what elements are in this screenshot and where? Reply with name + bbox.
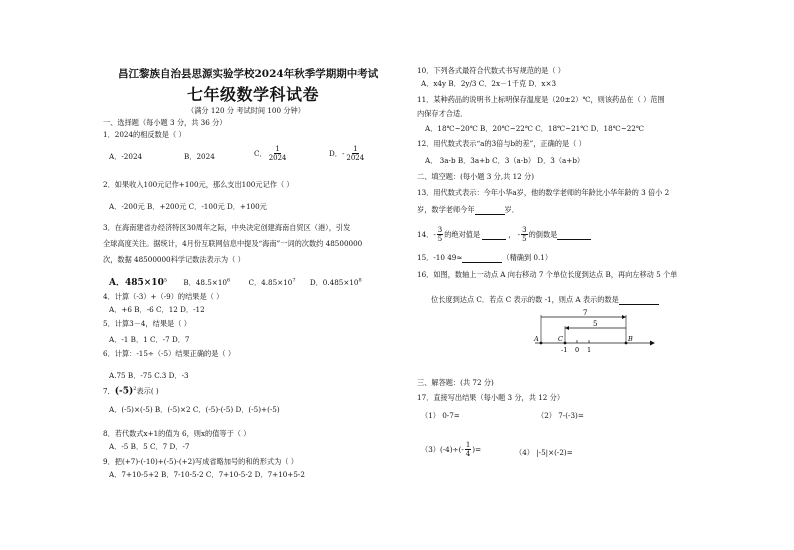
q12-options: A． 3a-b B．3a+b C．3（a-b） D．3（a+b） (425, 156, 585, 165)
q17-part2: （2） 7-(-3)= (537, 411, 584, 420)
q17-stem: 17．直接写出结果（每小题 3 分，共 12 分） (417, 393, 565, 402)
label-a: A (534, 335, 539, 343)
q4-options: A．+6 B．-6 C．12 D．-12 (109, 305, 205, 314)
q11-line1: 11．某种药品的说明书上标明保存温度是（20±2）℃，则该药品在（ ）范围 (417, 95, 665, 104)
q3-line1: 3．在海南建省办经济特区30周年之际，中央决定创建海南自贸区（港），引发 (103, 223, 351, 232)
q1-option-a: A．-2024 (109, 152, 143, 161)
label-b: B (628, 335, 633, 343)
q5-options: A．-1 B．1 C．-7 D．7 (109, 335, 190, 344)
point-b (625, 342, 628, 345)
q1-option-b: B．2024 (184, 152, 215, 161)
q9-options: A．7+10-5+2 B．7-10-5-2 C．7+10-5-2 D．7+10+5-2 (109, 470, 305, 479)
q3-options: A．$485\times 10^5$ B．$48.5\times 10^6$ C．$4.85\times 10^7$ D．$0.485\times 10^8$ (109, 277, 362, 288)
q12-stem: 12．用代数式表示“a的3倍与b的差”，正确的是（ ） (417, 139, 586, 148)
exam-note: （满分 120 分 考试时间 100 分钟） (187, 106, 305, 115)
q2-options: A．-200元 B．+200元 C．-100元 D．+100元 (109, 202, 267, 211)
q7-stem: 7．$(-5)^2$表示( ) (103, 386, 159, 397)
q11-options: A．18℃~20℃ B．20℃~22℃ C．18℃~21℃ D．18℃~22℃ (425, 124, 644, 133)
q9-stem: 9．把(+7)-(-10)+(-5)-(+2)写成省略加号的和的形式为（ ） (103, 457, 298, 466)
label-7: 7 (583, 309, 588, 317)
exam-subtitle: 七年级数学科试卷 (187, 85, 320, 104)
q6-stem: 6．计算：-15÷（-5）结果正确的是（ ） (103, 349, 236, 358)
q5-stem: 5．计算3－4，结果是（ ） (103, 319, 191, 328)
q6-options: A.75 B．-75 C.3 D．-3 (109, 371, 189, 380)
q4-stem: 4．计算（-3）+（-9）的结果是（ ） (103, 292, 224, 301)
section-heading: 一、选择题（每小题 3 分，共 36 分） (103, 118, 227, 127)
q1-option-d: D．- $\frac{1}{2024}$ (329, 145, 365, 162)
exam-title: 昌江黎族自治县思源实验学校2024年秋季学期期中考试 (118, 68, 379, 80)
q7-options: A．(-5)×(-5) B．(-5)×2 C．(-5)-(-5) D．(-5)+(-5) (109, 405, 280, 414)
q3-line3: 次，数据 48500000科学记数法表示为（ ） (103, 255, 245, 264)
label-c: C (558, 335, 563, 343)
arrow-5-icon (565, 326, 569, 330)
label-1: 1 (587, 346, 592, 354)
q14: 14．- $\frac{3}{5}$ 的绝对值是 ， - $\frac{3}{5}$ 的倒数是 (417, 226, 591, 243)
label-5: 5 (593, 320, 598, 328)
q10-options: A．x4y B．2y/3 C．2x－1千克 D．x×3 (421, 79, 557, 88)
q10-stem: 10．下列各式最符合代数式书写规范的是（ ） (417, 66, 565, 75)
q17-part1: （1） 0-7= (421, 411, 460, 420)
q1-stem: 1．2024的相反数是（ ） (103, 130, 186, 139)
axis-arrow-icon (650, 341, 655, 346)
q15: 15．-10 49≈ （精确到 0.1） (417, 253, 553, 262)
q17-part3: （3）(-4)÷(- $\frac{1}{4}$ )= (421, 441, 482, 458)
q16-line1: 16．如图，数轴上一动点 A 向右移动 7 个单位长度到达点 B，再向左移动 5 个单 (417, 270, 678, 279)
label-neg1: -1 (561, 346, 568, 354)
q16-line2: 位长度到达点 C．若点 C 表示的数 -1，则点 A 表示的数是 (431, 295, 659, 305)
section-heading: 二、填空题：(每小题 3 分,共 12 分) (417, 172, 535, 181)
q17-part4: （4） |-5|×(-2)= (515, 448, 573, 457)
point-a (540, 342, 543, 345)
q13-line2: 岁，数学老师今年 岁． (417, 205, 519, 214)
point-c (564, 342, 567, 345)
section-heading: 三、解答题：(共 72 分) (417, 378, 494, 387)
number-line-figure (520, 308, 660, 356)
q8-options: A．-5 B．5 C．7 D．-7 (109, 442, 190, 451)
q1-option-c: C． $\frac{1}{2024}$ (254, 145, 287, 162)
q8-stem: 8．若代数式x+1的值为 6，则x的值等于（ ） (103, 429, 251, 438)
q2-stem: 2．如果收入100元记作+100元，那么支出100元记作（ ） (103, 180, 294, 189)
q13-line1: 13．用代数式表示：今年小华a岁，他的数学老师的年龄比小华年龄的 3 倍小 2 (417, 188, 670, 197)
label-0: 0 (575, 346, 580, 354)
q3-line2: 全球高度关注。据统计，4月份互联网信息中提及“海南”一词的次数约 48500000 (103, 239, 363, 248)
q11-line2: 内保存才合适． (417, 109, 468, 118)
arrow-7-icon (622, 315, 626, 319)
